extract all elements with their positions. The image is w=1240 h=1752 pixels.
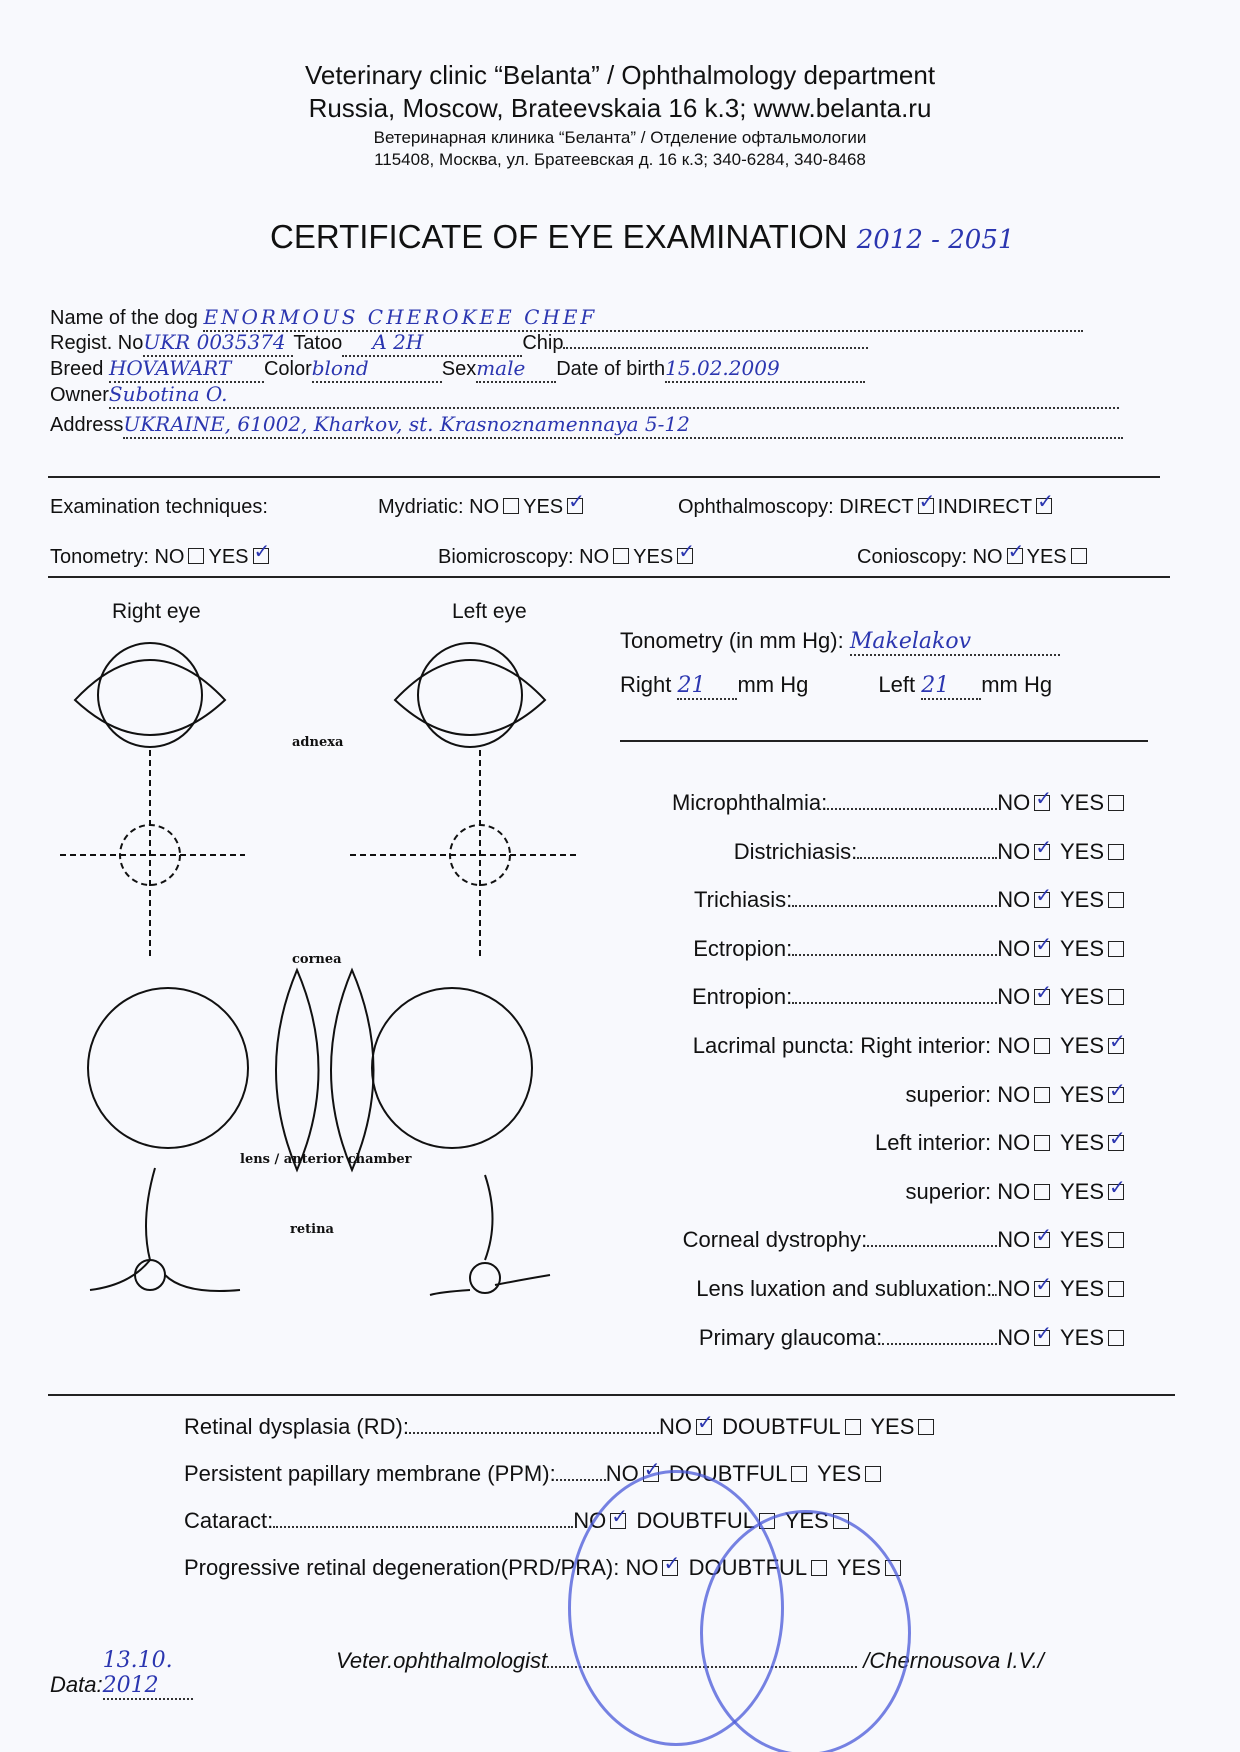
finding-row: [694, 887, 1128, 913]
adnexa-label: adnexa: [292, 735, 344, 750]
finding-label: superior:: [905, 1178, 992, 1204]
tatoo-label: Tatoo: [293, 332, 343, 354]
mydriatic-label: Mydriatic: NO: [378, 496, 500, 518]
finding-label: Districhiasis:: [733, 838, 858, 864]
yes-label: YES: [836, 1555, 881, 1580]
left-lens-circle: [372, 988, 532, 1148]
tonometry-mm-label: Tonometry (in mm Hg):: [620, 628, 844, 653]
no-checkbox[interactable]: [1034, 1087, 1050, 1103]
sex-label: Sex: [441, 358, 477, 380]
no-checkbox[interactable]: [1034, 892, 1050, 908]
no-label: NO: [658, 1414, 692, 1439]
yes-label: YES: [817, 1461, 862, 1486]
no-label: NO: [625, 1555, 659, 1580]
doubtful-label: DOUBTFUL: [722, 1414, 841, 1439]
tonometry-label: Tonometry: NO: [50, 546, 185, 568]
certificate-number: 2012 - 2051: [856, 225, 1015, 255]
tonometer-name: Makelakov: [849, 629, 971, 654]
finding-label: Ectropion:: [693, 935, 793, 961]
doubtful-checkbox[interactable]: [791, 1466, 807, 1482]
finding-row: [692, 984, 1128, 1010]
finding-row: [875, 1130, 1128, 1156]
no-label: NO: [997, 790, 1031, 815]
divider: [48, 476, 1160, 478]
finding-row: [734, 839, 1128, 865]
yes-checkbox[interactable]: [1108, 1038, 1124, 1054]
no-label: NO: [997, 1276, 1031, 1301]
yes-checkbox[interactable]: [1108, 795, 1124, 811]
indirect-label: INDIRECT: [937, 496, 1033, 518]
date-value: 13.10. 2012: [102, 1648, 173, 1698]
finding-row: [693, 1033, 1128, 1059]
title-text: CERTIFICATE OF EYE EXAMINATION: [270, 218, 848, 255]
yes-label: YES: [1059, 1178, 1104, 1204]
no-checkbox[interactable]: [1034, 1281, 1050, 1297]
field-address: [50, 412, 1123, 439]
finding-label: Trichiasis:: [694, 887, 793, 913]
no-label: NO: [997, 1033, 1031, 1058]
direct-checkbox[interactable]: [918, 498, 934, 514]
finding-label: Microphthalmia:: [671, 790, 828, 815]
conioscopy-yes-checkbox[interactable]: [1071, 548, 1087, 564]
clinic-address-ru: 115408, Москва, ул. Братеевская д. 16 к.3; 340-6284, 340-8468: [374, 150, 866, 169]
finding-label: Corneal dystrophy:: [682, 1227, 868, 1253]
biomicroscopy-option: [438, 546, 697, 569]
yes-label: YES: [870, 1414, 915, 1439]
tatoo-value: A 2H: [372, 330, 424, 354]
yes-checkbox[interactable]: [1108, 844, 1124, 860]
dob-label: Date of birth: [556, 358, 666, 380]
clinic-name: Veterinary clinic “Belanta” / Ophthalmology department: [304, 60, 936, 90]
owner-label: Owner: [50, 384, 109, 406]
no-checkbox[interactable]: [1034, 795, 1050, 811]
no-label: NO: [997, 1130, 1031, 1156]
chip-label: Chip: [522, 332, 564, 354]
date-field: [50, 1648, 193, 1700]
no-label: NO: [997, 1227, 1031, 1253]
eye-diagram: [0, 620, 610, 1360]
finding-row: [693, 936, 1128, 962]
no-checkbox[interactable]: [1034, 1038, 1050, 1054]
left-iop: 21: [921, 673, 950, 698]
finding-label: Lens luxation and subluxation:: [696, 1276, 993, 1301]
no-label: NO: [997, 1081, 1031, 1107]
biomicroscopy-label: Biomicroscopy: NO: [438, 546, 610, 568]
no-checkbox[interactable]: [1034, 1184, 1050, 1200]
address-value: UKRAINE, 61002, Kharkov, st. Krasnoznamennaya 5-12: [123, 412, 690, 436]
yes-label: YES: [1059, 984, 1104, 1010]
regist-value: UKR 0035374: [143, 330, 286, 354]
field-owner: [50, 382, 1119, 409]
finding-label: Entropion:: [691, 984, 793, 1010]
no-label: NO: [605, 1461, 639, 1486]
clinic-name-ru: Ветеринарная клиника “Беланта” / Отделение офтальмологии: [373, 128, 867, 147]
doubtful-label: DOUBTFUL: [688, 1555, 808, 1580]
biomicroscopy-yes-checkbox[interactable]: [677, 548, 693, 564]
cornea-crosses: [60, 750, 580, 960]
yes-checkbox[interactable]: [1108, 1184, 1124, 1200]
page-title: [270, 218, 1014, 256]
no-label: NO: [997, 984, 1031, 1010]
date-label: Data:: [50, 1672, 103, 1697]
no-checkbox[interactable]: [1034, 844, 1050, 860]
ophthalmoscopy-option: [678, 496, 1056, 519]
yes-label: YES: [1059, 1324, 1104, 1350]
yes-checkbox[interactable]: [1108, 1135, 1124, 1151]
yes-checkbox[interactable]: [1108, 941, 1124, 957]
mydriatic-yes-checkbox[interactable]: [567, 498, 583, 514]
regist-label: Regist. No: [50, 332, 144, 354]
yes-label: YES: [1059, 1033, 1104, 1058]
tonometry-values: [620, 672, 1052, 700]
tonometry-yes-checkbox[interactable]: [253, 548, 269, 564]
yes-label: YES: [1059, 838, 1104, 864]
unit: mm Hg: [981, 672, 1053, 697]
right-lens-circle: [88, 988, 248, 1148]
yes-label: YES: [1059, 1130, 1104, 1156]
left-eye-label: Left eye: [452, 600, 527, 623]
no-checkbox[interactable]: [1034, 1135, 1050, 1151]
finding-label: Lacrimal puncta: Right interior:: [692, 1033, 992, 1058]
left-label: Left: [878, 672, 916, 697]
no-label: NO: [997, 935, 1031, 961]
tonometry-yes-label: YES: [208, 546, 249, 568]
dob-value: 15.02.2009: [665, 356, 780, 380]
finding-row: [696, 1276, 1128, 1302]
right-label: Right: [620, 672, 672, 697]
finding-row: [683, 1227, 1128, 1253]
no-label: NO: [997, 838, 1031, 864]
doctor-name: /Chernousova I.V./: [863, 1648, 1044, 1673]
yes-label: YES: [1059, 790, 1104, 815]
cornea-label: cornea: [292, 952, 342, 967]
no-label: NO: [573, 1508, 607, 1533]
yes-checkbox[interactable]: [865, 1466, 881, 1482]
tonometry-device: [620, 628, 1060, 656]
biomicroscopy-no-checkbox[interactable]: [613, 548, 629, 564]
yes-label: YES: [1059, 887, 1104, 913]
ophthalmologist-label: Veter.ophthalmologist: [336, 1648, 548, 1673]
no-label: NO: [997, 1178, 1031, 1204]
dog-name: ENORMOUS CHEROKEE CHEF: [203, 305, 598, 329]
finding-label: superior:: [905, 1081, 992, 1107]
yes-checkbox[interactable]: [1108, 1087, 1124, 1103]
sex-value: male: [476, 356, 526, 380]
yes-checkbox[interactable]: [1108, 1330, 1124, 1346]
no-checkbox[interactable]: [1034, 941, 1050, 957]
mydriatic-yes-label: YES: [523, 496, 564, 518]
unit: mm Hg: [737, 672, 809, 697]
divider: [48, 1394, 1175, 1396]
ophthalmoscopy-label: Ophthalmoscopy: DIRECT: [678, 496, 914, 518]
field-regist: [50, 330, 868, 357]
mydriatic-no-checkbox[interactable]: [503, 498, 519, 514]
yes-checkbox[interactable]: [918, 1419, 934, 1435]
yes-checkbox[interactable]: [1108, 1281, 1124, 1297]
no-checkbox[interactable]: [696, 1419, 712, 1435]
no-checkbox[interactable]: [1034, 989, 1050, 1005]
doubtful-label: DOUBTFUL: [668, 1461, 788, 1486]
owner-value: Subotina O.: [108, 382, 228, 406]
yes-checkbox[interactable]: [1108, 892, 1124, 908]
conioscopy-yes-label: YES: [1026, 546, 1067, 568]
breed-label: Breed: [50, 358, 104, 380]
color-label: Color: [263, 358, 312, 380]
inherited-label: Cataract:: [184, 1508, 274, 1533]
lens-side-view: [276, 970, 374, 1170]
address-label: Address: [50, 414, 124, 436]
inherited-label: Persistent papillary membrane (PPM):: [184, 1461, 556, 1486]
name-label: Name of the dog: [50, 307, 198, 329]
yes-label: YES: [1059, 1227, 1104, 1253]
clinic-stamp-2: [700, 1510, 911, 1752]
yes-label: YES: [1059, 935, 1104, 961]
inherited-row: [184, 1461, 885, 1487]
divider: [620, 740, 1148, 742]
right-eye-adnexa-drawing: [75, 643, 225, 747]
no-label: NO: [997, 1324, 1031, 1350]
finding-row: [672, 790, 1128, 816]
divider: [48, 576, 1170, 578]
yes-label: YES: [1059, 1081, 1104, 1107]
inherited-row: [184, 1414, 938, 1440]
finding-row: [906, 1179, 1128, 1205]
finding-label: Left interior:: [874, 1130, 992, 1156]
conioscopy-option: [857, 546, 1091, 569]
doubtful-checkbox[interactable]: [845, 1419, 861, 1435]
biomicroscopy-yes-label: YES: [633, 546, 674, 568]
finding-row: [906, 1082, 1128, 1108]
breed-value: HOVAWART: [108, 356, 232, 380]
inherited-label: Retinal dysplasia (RD):: [184, 1414, 409, 1439]
indirect-checkbox[interactable]: [1036, 498, 1052, 514]
no-label: NO: [997, 887, 1031, 913]
conioscopy-no-checkbox[interactable]: [1007, 548, 1023, 564]
conioscopy-label: Conioscopy: NO: [857, 546, 1003, 568]
retina-label: retina: [290, 1222, 334, 1237]
finding-row: [699, 1325, 1128, 1351]
lens-label: lens / anterior chamber: [240, 1152, 412, 1167]
yes-label: YES: [784, 1508, 829, 1533]
no-checkbox[interactable]: [1034, 1232, 1050, 1248]
clinic-address: Russia, Moscow, Brateevskaia 16 k.3; www.belanta.ru: [308, 93, 932, 123]
left-eye-adnexa-drawing: [395, 643, 545, 747]
color-value: blond: [311, 356, 369, 380]
tonometry-option: [50, 546, 273, 569]
mydriatic-option: [378, 496, 587, 519]
no-checkbox[interactable]: [1034, 1330, 1050, 1346]
field-breed: [50, 356, 865, 383]
doubtful-label: DOUBTFUL: [636, 1508, 755, 1533]
right-iop: 21: [677, 673, 706, 698]
finding-label: Primary glaucoma:: [698, 1324, 883, 1350]
field-name: [50, 305, 1083, 332]
yes-checkbox[interactable]: [1108, 989, 1124, 1005]
techniques-label: Examination techniques:: [50, 496, 268, 518]
right-eye-label: Right eye: [112, 600, 201, 623]
inherited-label: Progressive retinal degeneration(PRD/PRA):: [184, 1555, 620, 1580]
yes-checkbox[interactable]: [1108, 1232, 1124, 1248]
tonometry-no-checkbox[interactable]: [188, 548, 204, 564]
yes-label: YES: [1059, 1276, 1104, 1301]
